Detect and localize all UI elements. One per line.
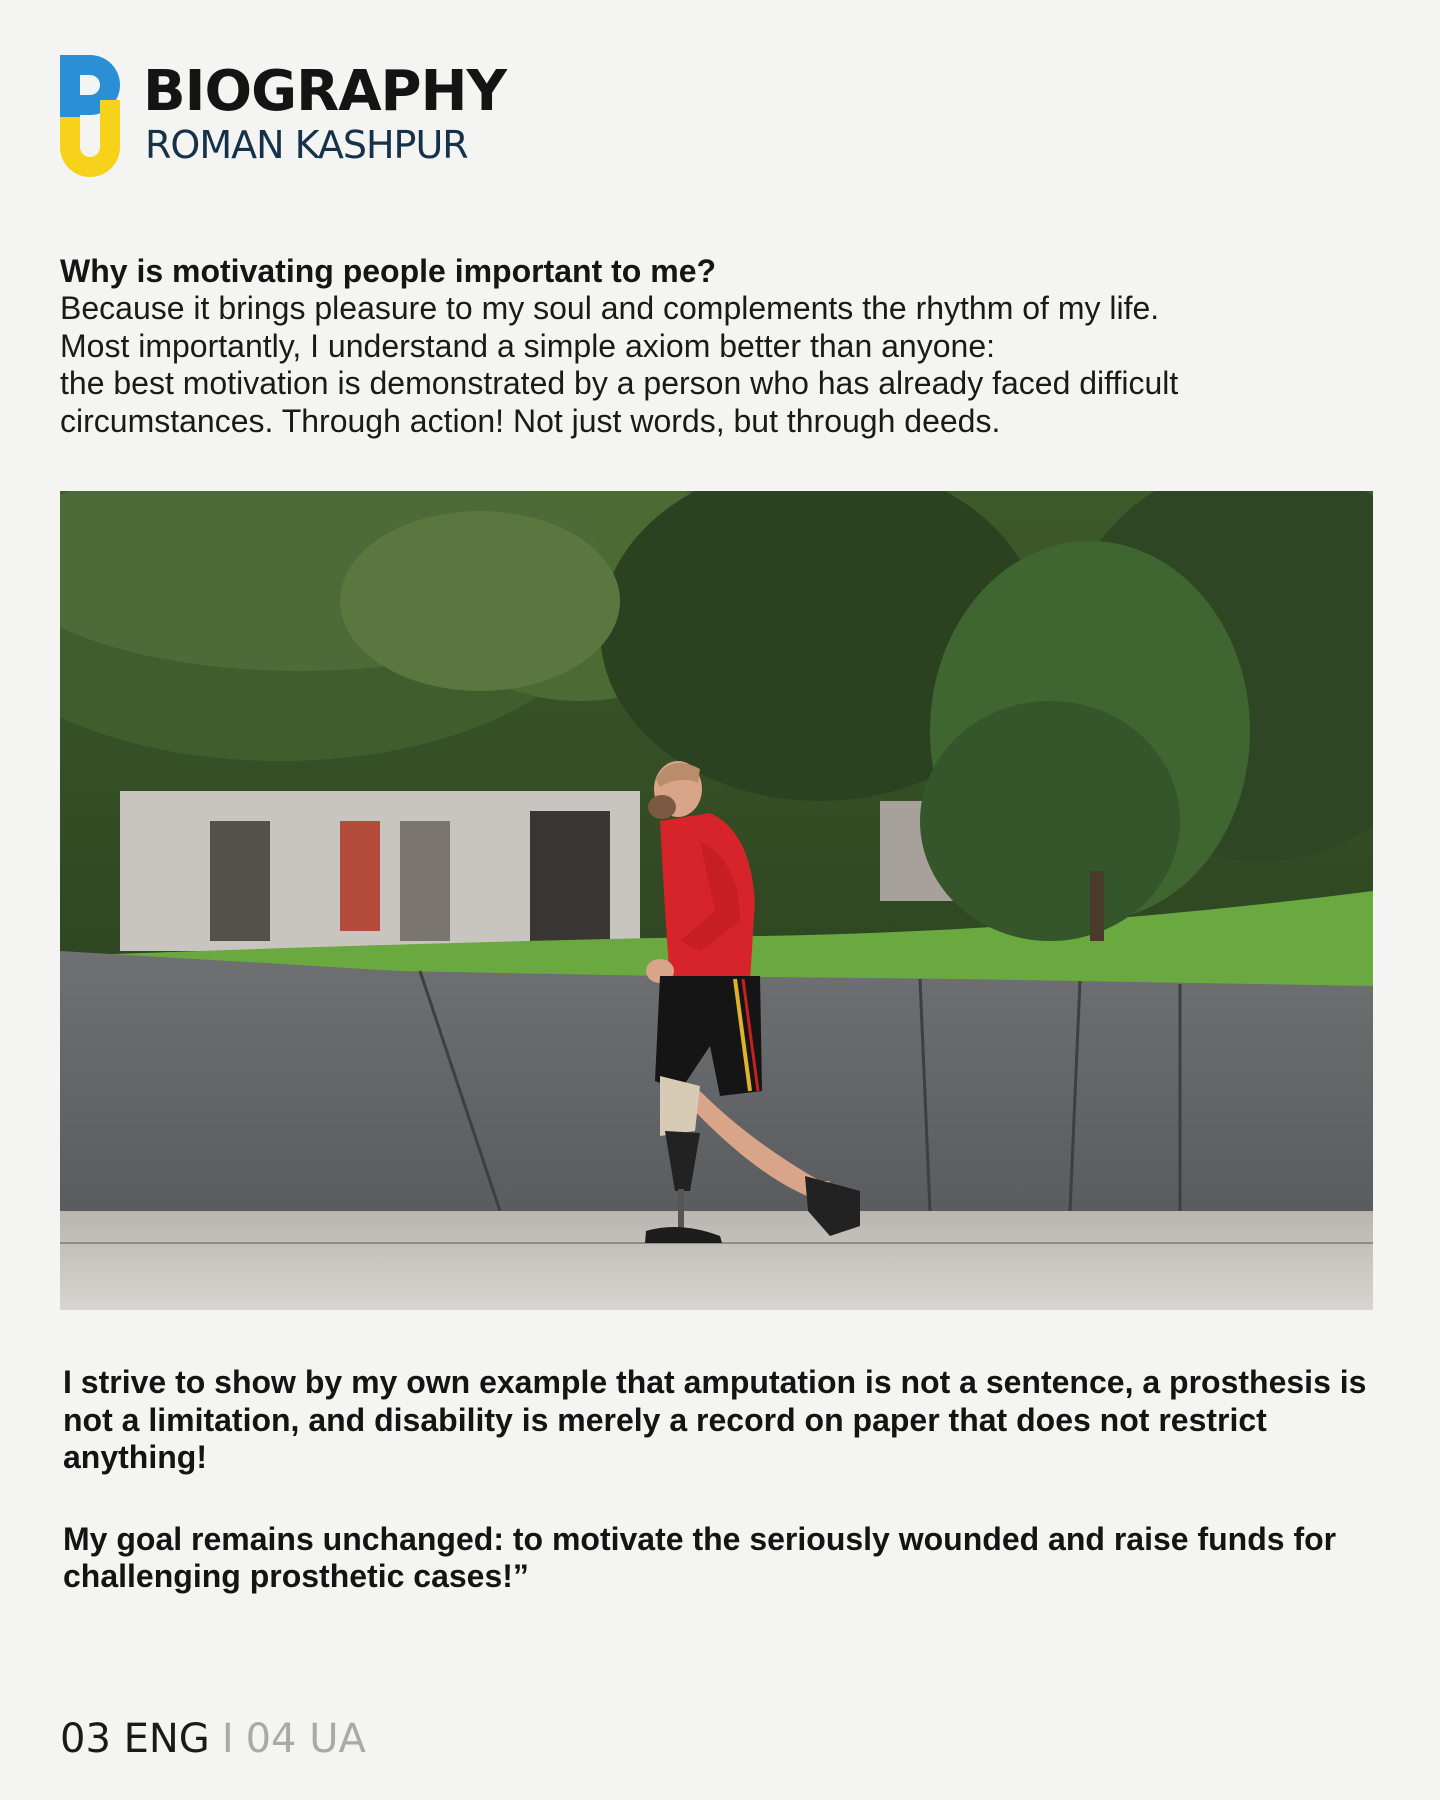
statements-section [63,1364,1383,1640]
intro-question: Why is motivating people important to me? [60,253,717,289]
page-separator: I [221,1716,234,1762]
pu-logo-icon [60,55,120,177]
intro-section [60,252,1390,440]
intro-line: the best motivation is demonstrated by a person who has already faced difficult [60,365,1179,401]
statement-paragraph: I strive to show by my own example that amputation is not a sentence, a prosthesis is not a limitation, and disability is merely a record on paper that does not restrict anything! [63,1364,1367,1475]
intro-line: Most importantly, I understand a simple axiom better than anyone: [60,327,995,364]
page-header [60,55,760,177]
runner-photo [60,491,1373,1310]
page-number-other: 04 UA [245,1716,366,1762]
page-subtitle: ROMAN KASHPUR [145,123,468,167]
page-number-current: 03 ENG [60,1716,210,1762]
page-title: BIOGRAPHY [143,59,507,124]
intro-line: Because it brings pleasure to my soul and complements the rhythm of my life. [60,290,1160,326]
statement-paragraph: My goal remains unchanged: to motivate the seriously wounded and raise funds for challenging prosthetic cases!” [63,1520,1337,1594]
intro-line: circumstances. Through action! Not just words, but through deeds. [60,402,1001,439]
page-footer [60,1716,366,1762]
